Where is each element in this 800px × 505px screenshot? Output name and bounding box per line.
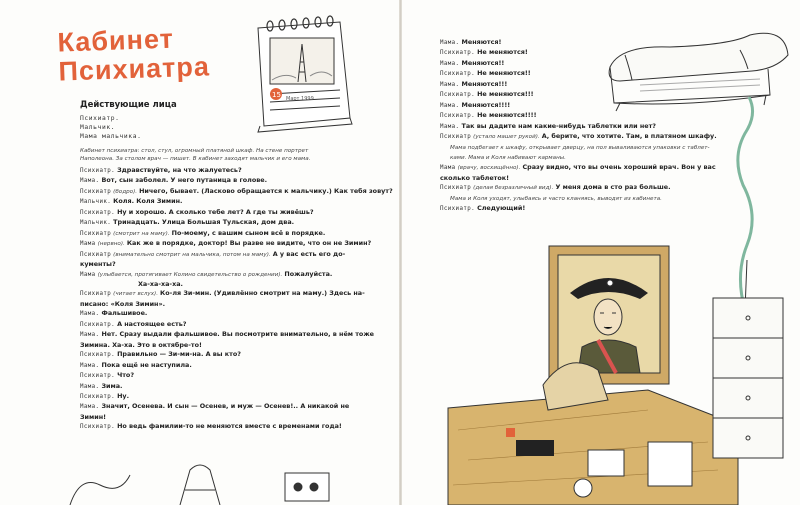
dialogue-line [80, 382, 350, 392]
spoken-text: Что? [117, 371, 135, 380]
stage-direction: Кабинет психиатра: стол, стул, огромный платяной шкаф. На стене портрет Наполеона. За столом врач — пишет. В кабинет заходят мальчик и его мама. [80, 148, 311, 162]
dialogue-line [440, 194, 690, 204]
stage-remark: (нервно). [97, 241, 125, 248]
speaker-name: Психиатр [440, 185, 472, 192]
dialogue-line [440, 153, 690, 163]
desk-illustration [448, 330, 738, 505]
dialogue-line [80, 330, 375, 340]
dialogue-line [440, 183, 690, 193]
dialogue-line [440, 122, 690, 132]
stage-remark: (смотрит на маму). [113, 230, 170, 237]
title-line-1: Кабинет [56, 23, 175, 58]
dialogue-line [80, 422, 350, 432]
spoken-text: Сразу видно, что вы очень хороший врач. Вон у вас [522, 163, 716, 172]
dialogue-line [80, 413, 350, 422]
dialogue-line [80, 341, 350, 350]
dialogue-line [80, 218, 350, 228]
stage-note: Мама и Коля уходят, улыбаясь и часто кланяясь, выводят из кабинета. [450, 195, 662, 202]
cast-member: Мальчик. [80, 124, 116, 131]
spoken-text: Ничего, бывает. (Ласково обращается к мальчику.) Как тебя зовут? [139, 186, 393, 195]
dialogue-line [80, 350, 350, 360]
stage-note: Мама подбегает к шкафу, открывает дверцу, на пол вываливаются упаковки с таблет- [450, 144, 710, 151]
dialogue-line [80, 197, 350, 207]
spoken-text: Зима. [101, 381, 123, 390]
spoken-text: Как же в порядке, доктор! Вы разве не видите, что он не Зимин? [126, 239, 372, 248]
speaker-name: Психиатр. [80, 321, 116, 328]
spoken-text: Пока ещё не наступила. [101, 360, 192, 369]
dialogue-line [80, 361, 350, 371]
cast-member: Психиатр. [80, 115, 120, 122]
dialogue-line [80, 208, 350, 218]
stage-remark: (делая безразличный вид). [473, 185, 554, 192]
speaker-name: Психиатр. [80, 373, 116, 380]
speaker-name: Психиатр [80, 230, 112, 237]
spoken-text: Пожалуйста. [284, 269, 333, 278]
spoken-text: сколько таблеток! [440, 173, 510, 182]
spoken-text: Не меняются!!! [477, 90, 534, 99]
speaker-name: Мама. [80, 332, 100, 339]
dialogue-line [80, 270, 350, 280]
dialogue-line [80, 229, 350, 239]
spoken-text: Нет. Сразу выдали фальшивое. Вы посмотрите внимательно, в нём тоже [101, 330, 375, 339]
dialogue-line [80, 300, 350, 309]
dialogue-line [440, 163, 716, 173]
speaker-name: Психиатр. [80, 209, 116, 216]
dialogue-line [80, 250, 350, 260]
stage-remark: (врачу, восхищённо). [457, 165, 521, 172]
speaker-name: Психиатр [440, 134, 472, 141]
spoken-text: Следующий! [477, 204, 526, 213]
spoken-text: Ну и хорошо. А сколько тебе лет? А где ты живёшь? [117, 207, 314, 216]
speaker-name: Мама [440, 165, 456, 172]
stage-remark: (читает вслух). [113, 291, 158, 298]
dialogue-line [80, 166, 350, 176]
speaker-name: Мама [80, 271, 96, 278]
spoken-text: Ну. [117, 391, 130, 400]
dialogue-line [80, 260, 350, 269]
speaker-name: Психиатр. [80, 168, 116, 174]
speaker-name: Мама. [80, 362, 100, 369]
dialogue-line [440, 143, 710, 153]
speaker-name: Мама. [440, 81, 460, 88]
spoken-text: Меняются! [461, 38, 502, 46]
spoken-text: Не меняются! [477, 48, 528, 57]
spoken-text: А настоящее есть? [117, 319, 187, 328]
spoken-text: Так вы дадите нам какие-нибудь таблетки или нет? [461, 121, 656, 130]
cast-member: Мама мальчика. [80, 133, 142, 140]
dialogue-line [440, 132, 717, 142]
page-title [57, 23, 210, 86]
spoken-text: Не меняются!!!! [477, 111, 537, 120]
spoken-text: По-моему, с вашим сыном всё в порядке. [171, 228, 326, 237]
spoken-text: Меняются!!!! [461, 100, 511, 109]
spoken-text: кументы? [80, 260, 116, 269]
title-line-2: Психиатра [58, 51, 211, 87]
spoken-text: Зимин! [80, 412, 107, 421]
speaker-name: Психиатр. [440, 92, 476, 99]
spoken-text: Вот, сын заболел. У него путаница в голове. [101, 176, 268, 185]
spoken-text: писано: «Коля Зимин». [80, 299, 166, 308]
speaker-name: Психиатр. [440, 206, 476, 213]
stage-remark: (бодро). [113, 188, 138, 195]
spoken-text: Меняются!! [461, 58, 505, 67]
spoken-text: Фальшивое. [101, 309, 148, 318]
bottom-sketches [60, 455, 340, 505]
dialogue-line [80, 280, 350, 289]
spoken-text: Не меняются!! [477, 69, 531, 78]
speaker-name: Мама. [440, 123, 460, 130]
dialogue-line [80, 371, 350, 381]
dialogue-line [440, 204, 690, 214]
spoken-text: Правильно — Зи-ми-на. А вы кто? [117, 350, 241, 359]
spoken-text: А, берите, что хотите. Там, в платяном шкафу. [541, 132, 717, 141]
speaker-name: Психиатр. [80, 393, 116, 400]
spoken-text: Ко-ля Зи-мин. (Удивлённо смотрит на маму.) Здесь на- [160, 289, 365, 298]
spoken-text: Тринадцать. Улица Большая Тульская, дом два. [113, 218, 295, 227]
speaker-name: Психиатр [80, 251, 112, 258]
speaker-name: Мама [80, 241, 96, 248]
speaker-name: Психиатр. [80, 424, 116, 431]
speaker-name: Мальчик. [80, 220, 112, 227]
dialogue-line [80, 309, 350, 319]
speaker-name: Психиатр [80, 188, 112, 195]
spoken-text: У меня дома в сто раз больше. [555, 183, 671, 192]
speaker-name: Мама. [80, 311, 100, 318]
dialogue-line [80, 320, 350, 330]
speaker-name: Мама. [440, 102, 460, 109]
stage-remark: (внимательно смотрит на мальчика, потом на маму). [113, 251, 271, 258]
book-gutter [399, 0, 402, 505]
dialogue-left [80, 166, 393, 433]
calendar-illustration [240, 10, 360, 135]
spoken-text: Значит, Осенева. И сын — Осенев, и муж — Осенев!.. А никакой не [101, 402, 350, 411]
cabinet-illustration [708, 290, 788, 465]
spoken-text: Ха-ха-ха-ха. [138, 279, 183, 288]
speaker-name: Психиатр. [440, 113, 476, 120]
dialogue-line [80, 392, 350, 402]
dialogue-line [440, 174, 690, 183]
stage-remark: (устало машет рукой). [473, 134, 540, 141]
speaker-name: Мальчик. [80, 199, 112, 206]
spoken-text: Но ведь фамилии-то не меняются вместе с временами года! [117, 422, 342, 431]
speaker-name: Мама. [80, 178, 100, 185]
speaker-name: Мама. [440, 40, 460, 46]
dialogue-line [80, 402, 350, 412]
stage-remark: (улыбается, протягивает Колино свидетельство о рождении). [97, 271, 283, 278]
calendar-date-text: Март 1999 [286, 96, 314, 102]
dialogue-line [80, 239, 372, 249]
dialogue-line [80, 186, 393, 197]
speaker-name: Психиатр. [440, 50, 476, 57]
spoken-text: Зимина. Ха-ха. Это в октябре-то! [80, 340, 202, 349]
spoken-text: Здравствуйте, на что жалуетесь? [117, 166, 242, 174]
speaker-name: Психиатр. [80, 352, 116, 359]
speaker-name: Психиатр. [440, 71, 476, 78]
speaker-name: Мама. [80, 404, 100, 411]
calendar-number: 15 [272, 91, 281, 99]
spoken-text: А у вас есть его до- [272, 249, 346, 258]
spoken-text: Меняются!!! [461, 79, 508, 88]
speaker-name: Мама. [80, 383, 100, 390]
spoken-text: Коля. Коля Зимин. [113, 197, 183, 206]
dialogue-line [80, 176, 350, 186]
cast-heading: Действующие лица [80, 100, 177, 110]
smoke-illustration [725, 95, 765, 310]
cast-list [80, 114, 141, 141]
speaker-name: Психиатр [80, 291, 112, 298]
stage-note: ками. Мама и Коля набивают карманы. [450, 154, 566, 161]
dialogue-line [80, 289, 365, 299]
speaker-name: Мама. [440, 60, 460, 67]
